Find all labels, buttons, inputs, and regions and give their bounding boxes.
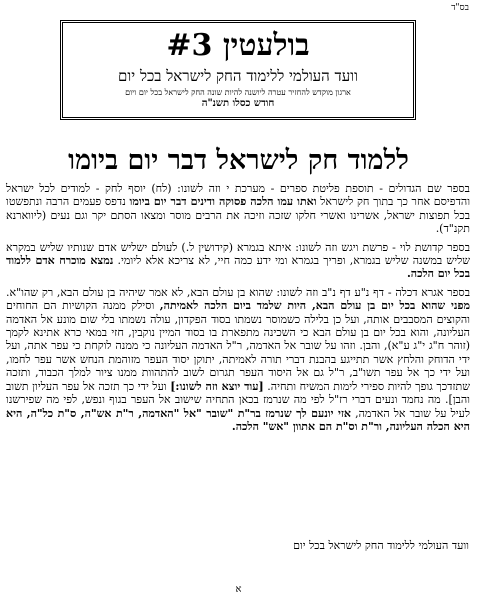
paragraph <box>6 182 470 236</box>
bold-text: ואתו עמו הלכה פסוקה ודינים דבר יום ביומו <box>129 195 317 209</box>
text-run: בספר קדושת לוי - פרשת ויגש וזה לשונו: איתא בגמרא (קידושין ל.) לעולם ישליש אדם שנותיו שליש במקרא שליש במשנה שליש בגמרא, ופריך בגמרא ומי ידע כמה חיי, לא צריכא אלא ליומי. <box>6 240 471 268</box>
paragraph <box>6 286 470 433</box>
headline: ללמוד חק לישראל דבר יום ביומו <box>68 145 409 176</box>
organization-name: וועד העולמי ללימוד החק לישראל בכל יום <box>118 67 358 85</box>
issue-month: חודש כסלו תשנ"ה <box>201 98 275 109</box>
text-run: בספר שם הגדולים - תוספת פליטת ספרים - מערכת י וזה לשונו: (לח) יוסף לחק - למודים לכל ישראל והדפיסם אחר כך בתוך חק לישראל <box>6 182 471 209</box>
header-box <box>60 20 416 120</box>
bold-text: מפני שהוא בכל יום בן עולם הבא, היות שלמד ביום הלכה לאמיתה, <box>159 299 470 313</box>
text-run: בספר אגרא דכלה - דף נ"ע דף נ"ב וזה לשונו: שהוא בן עולם הבא, לא אמר שיהיה בן עולם הבא, רק שהו"א. <box>6 285 470 299</box>
text-run: ועל ידי כך תזכה אל עפר העליון תשוב והבן]. מה נחמד ונעים דברי רז"ל לפי מה שנרמז בכאן התחיה שישוב אל העפר בגוף ונפש, לפי מה שפירשנו לעיל על שובר אל האדמה, <box>6 379 470 420</box>
text-run: נדפס פעמים הרבה ונתפשטו בכל תפוצות ישראל, אשרינו ואשרי חלקו שזכה וזיכה את הרבים מוסר ומצאו הסתם יקר וגם נעים (ליווארנא תקנ"ד). <box>6 195 470 236</box>
bold-text: [עוד יוצא וזה לשונו:] <box>170 379 264 393</box>
mission-statement: ארגון מוקדש להחזיר עטרה ליושנה להיות שונה החק לישראל בכל יום ויום <box>125 88 351 97</box>
page-number: א <box>235 584 242 595</box>
corner-mark: בס"ד <box>451 3 469 13</box>
bold-text: נמצא מוכרח אדם ללמוד בכל יום הלכה. <box>6 254 470 281</box>
bulletin-title: בולעטין #3 <box>166 28 310 63</box>
footer-signature: וועד העולמי ללימוד החק לישראל בכל יום <box>293 539 469 552</box>
text-run: וסילק ממנה הקושיות הם החוחים והקוצים המסבבים אותה, ועל כן בלילה כשמוסר נשמתו בסוד הפקדון, עולה נשמתו בלי שום מונע אל האדמה העליונה, והוא בכל יום בן עולם הבא כי השכינה מתפארת בו בסוד המיין נוקבין, חזי במאי כרא אתינא לקמך (זוהר ח"ג י"ג ע"א), והבן. וזהו על שובר אל האדמה, ר"ל האדמה העליונה כי ממנה לוקחת כי עפר אתה, ועל ידי הדוחק והלחץ אשר תתייגע בהבנת דברי תורה לאמיתה, יתוקן יסוד העפר מזוהמת הנחש אשר עפר לחמו, ועל ידי כך אל עפר תשו"ב, ר"ל גם אל היסוד העפר תגרום לשוב להתהוות ממנו ציור למלך הכבוד, ותזכה שתזדכך גופך להיות ספירי לימות המשיח ותחיה. <box>6 299 471 393</box>
paragraph <box>6 241 470 281</box>
bold-text: אזי יונעם לך שנרמז בר"ת "שובר "אל "האדמה, ר"ת אש"ה, ס"ת כל"ה, היא היא הכלה העליונה, ור"ת וס"ת הם אתוון "אש" הלכה. <box>6 406 470 433</box>
article-body <box>6 182 470 438</box>
